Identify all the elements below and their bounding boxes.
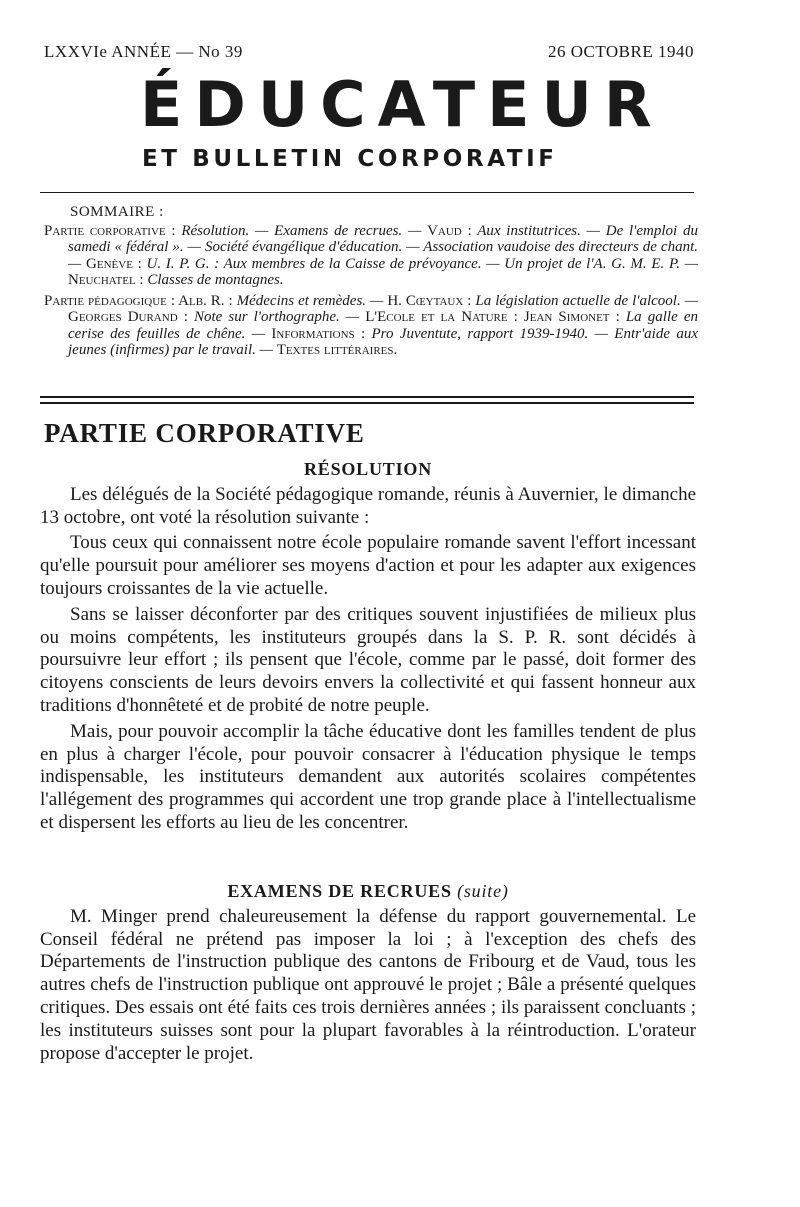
toc-entry: U. I. P. G. : Aux membres de la Caisse de prévoyance. — Un projet de l'A. G. M. E. P. —: [141, 255, 699, 272]
toc-section-label: Partie corporative :: [44, 222, 176, 239]
article-heading: [40, 880, 696, 903]
toc-entry: Textes littéraires.: [276, 342, 398, 358]
issue-number: LXXVIe ANNÉE — No 39: [44, 42, 243, 61]
paragraph: Tous ceux qui connaissent notre école populaire romande savent l'effort incessant qu'elle poursuit pour améliorer ses moyens d'action et pour les adapter aux exigences toujours croissantes de la vie actuelle.: [40, 532, 696, 599]
toc-entry: Georges Durand :: [68, 309, 188, 325]
header-divider: [40, 192, 694, 193]
table-of-contents: [44, 204, 698, 363]
issue-date: 26 OCTOBRE 1940: [547, 42, 694, 61]
toc-entry: Médecins et remèdes. —: [232, 292, 388, 309]
toc-entry: Aux institutrices. — De l'emploi du samedi « fédéral ». — Société évangélique d'éducation. — Association vaudoise des directeurs de chant. —: [68, 222, 698, 272]
toc-corporative: [44, 223, 698, 289]
toc-entry: Classes de montagnes.: [143, 272, 284, 288]
toc-pedagogique: [44, 293, 698, 359]
article-heading-text: EXAMENS DE RECRUES: [227, 881, 452, 901]
section-title: PARTIE CORPORATIVE: [44, 418, 365, 448]
toc-entry: H. Cœytaux :: [387, 292, 472, 309]
toc-entry: La galle en cerise des feuilles de chêne. —: [68, 309, 698, 342]
masthead-title: ÉDUCATEUR: [140, 68, 664, 141]
toc-entry: Résolution. — Examens de recrues. —: [181, 222, 428, 239]
toc-entry: Alb. R. :: [175, 292, 233, 309]
toc-divider: [40, 396, 694, 404]
paragraph: Mais, pour pouvoir accomplir la tâche éducative dont les familles tendent de plus en plus à charger l'école, pour pouvoir consacrer à l'éducation physique le temps indispensable, les instituteurs demandent aux autorités scolaires compétentes l'allégement des programmes qui accordent une trop grande place à l'intellectualisme et dispersent les efforts au lieu de les concentrer.: [40, 720, 696, 833]
toc-entry: Neuchatel :: [68, 272, 144, 288]
toc-entry: L'Ecole et la Nature : Jean Simonet :: [365, 309, 620, 325]
paragraph: M. Minger prend chaleureusement la défense du rapport gouvernemental. Le Conseil fédéral ne prétend pas imposer la loi ; à l'exception des chefs des Départements de l'instruction publique des cantons de Fribourg et de Vaud, tous les autres chefs de l'instruction publique ont approuvé le projet ; Bâle a présenté quelques critiques. Des essais ont été faits ces trois dernières années ; ils paraissent concluants ; les instituteurs suisses sont pour la plupart favorables à la réintroduction. L'orateur propose d'accepter le projet.: [40, 905, 696, 1064]
toc-entry: Genève :: [86, 255, 142, 272]
toc-entry: Vaud :: [427, 222, 472, 239]
article-resolution: [40, 458, 696, 835]
masthead-subtitle: ET BULLETIN CORPORATIF: [142, 146, 558, 172]
article-heading-suffix: (suite): [457, 881, 509, 901]
article-heading: RÉSOLUTION: [303, 459, 433, 479]
toc-section-label: Partie pédagogique :: [44, 292, 175, 309]
toc-entry: Note sur l'orthographe. —: [187, 309, 366, 325]
toc-entry: Informations :: [271, 325, 366, 342]
paragraph: Sans se laisser déconforter par des critiques souvent injustifiées de milieux plus ou moins compétents, les instituteurs groupés dans la S. P. R. sont décidés à poursuivre leur effort ; ils pensent que l'école, comme par le passé, doit former des citoyens conscients de leurs devoirs envers la collectivité et qui fassent honneur aux traditions d'honnêteté et de probité de notre peuple.: [40, 603, 696, 716]
paragraph: Les délégués de la Société pédagogique romande, réunis à Auvernier, le dimanche 13 octobre, ont voté la résolution suivante :: [40, 483, 696, 528]
toc-entry: La législation actuelle de l'alcool. —: [471, 292, 699, 309]
toc-entry: Pro Juventute, rapport 1939-1940. — Entr'aide aux jeunes (infirmes) par le travail. —: [68, 325, 698, 358]
toc-title: SOMMAIRE :: [70, 204, 164, 220]
article-examens: [40, 880, 696, 1065]
